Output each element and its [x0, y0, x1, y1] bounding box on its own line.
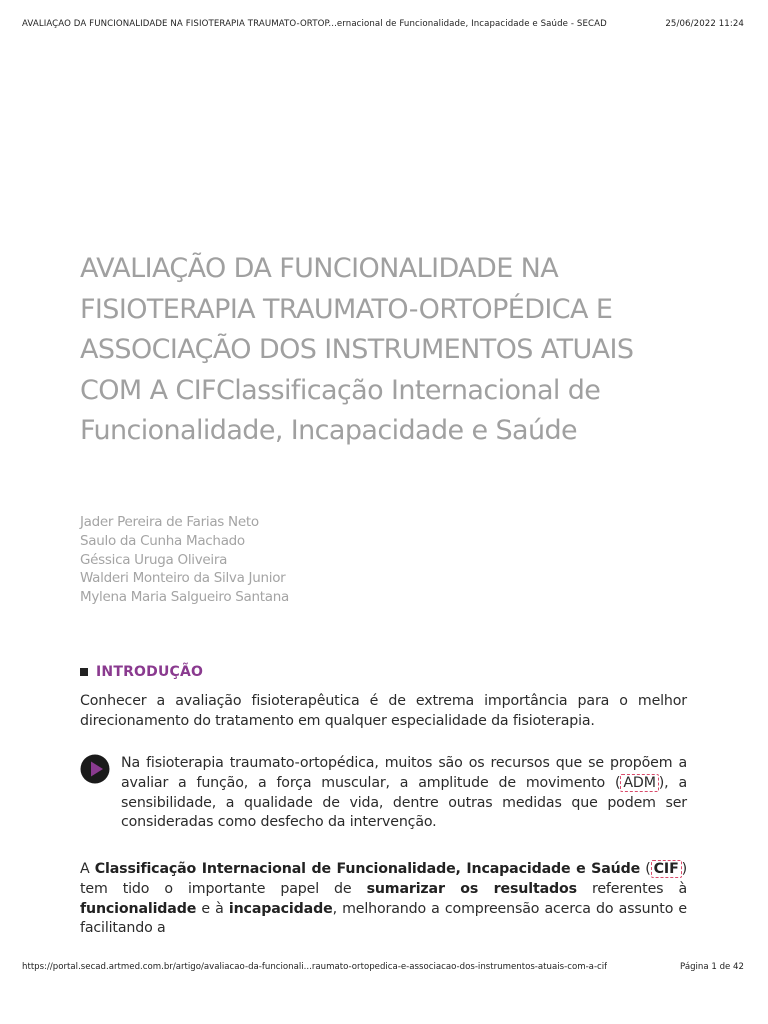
print-header	[22, 19, 744, 29]
callout-box	[80, 754, 687, 833]
callout-text	[121, 754, 687, 833]
text-run: referentes à	[576, 880, 687, 897]
abbreviation-adm[interactable]: ADM	[620, 774, 658, 792]
abbreviation-cif[interactable]: CIF	[651, 860, 682, 878]
bold-term: Classificação Internacional de Funcionalidade, Incapacidade e Saúde	[94, 861, 641, 877]
text-run: A	[80, 861, 95, 877]
text-run: (	[640, 861, 651, 877]
text-run: , melhorando a compreensão acerca do assunto e facilitando a	[80, 900, 687, 937]
print-header-title: AVALIAÇAO DA FUNCIONALIDADE NA FISIOTERAPIA TRAUMATO-ORTOP...ernacional de Funcionalidade, Incapacidade e Saúde - SECAD	[22, 19, 607, 29]
print-footer-url: https://portal.secad.artmed.com.br/artigo/avaliacao-da-funcionali...raumato-ortopedica-e-associacao-dos-instrumentos-atuais-com-a-cif	[22, 962, 608, 972]
author-name: Saulo da Cunha Machado	[80, 532, 245, 549]
callout-text-part: ), a sensibilidade, a qualidade de vida, dentre outras medidas que podem ser consideradas como desfecho da intervenção.	[121, 774, 687, 831]
square-bullet-icon	[80, 668, 88, 676]
print-header-datetime: 25/06/2022 11:24	[665, 19, 744, 29]
play-arrow-icon	[80, 754, 110, 784]
section-heading-label: INTRODUÇÃO	[96, 664, 204, 680]
callout-text-part: Na fisioterapia traumato-ortopédica, muitos são os recursos que se propõem a avaliar a função, a força muscular, a amplitude de movimento (	[121, 755, 687, 791]
author-name: Mylena Maria Salgueiro Santana	[80, 589, 289, 606]
cif-paragraph	[80, 860, 687, 939]
article-title: AVALIAÇÃO DA FUNCIONALIDADE NA FISIOTERAPIA TRAUMATO-ORTOPÉDICA E ASSOCIAÇÃO DOS INSTRUMENTOS ATUAIS COM A CIFClassificação Internacional de Funcionalidade, Incapacidade e Saúde	[80, 253, 634, 446]
print-footer-page: Página 1 de 42	[680, 962, 744, 972]
author-list	[80, 513, 289, 607]
print-footer	[22, 962, 744, 972]
text-run: ) tem tido o importante papel de	[80, 861, 687, 897]
author-name: Géssica Uruga Oliveira	[80, 551, 228, 568]
bold-term: funcionalidade	[80, 900, 197, 917]
text-run: e à	[196, 900, 229, 917]
author-name: Jader Pereira de Farias Neto	[80, 514, 259, 530]
bold-term: sumarizar os resultados	[366, 880, 577, 897]
bold-term: incapacidade	[228, 900, 333, 917]
author-name: Walderi Monteiro da Silva Junior	[80, 570, 286, 587]
intro-paragraph: Conhecer a avaliação fisioterapêutica é de extrema importância para o melhor direcionamento do tratamento em qualquer especialidade da fisioterapia.	[80, 693, 687, 729]
section-heading	[80, 664, 203, 680]
